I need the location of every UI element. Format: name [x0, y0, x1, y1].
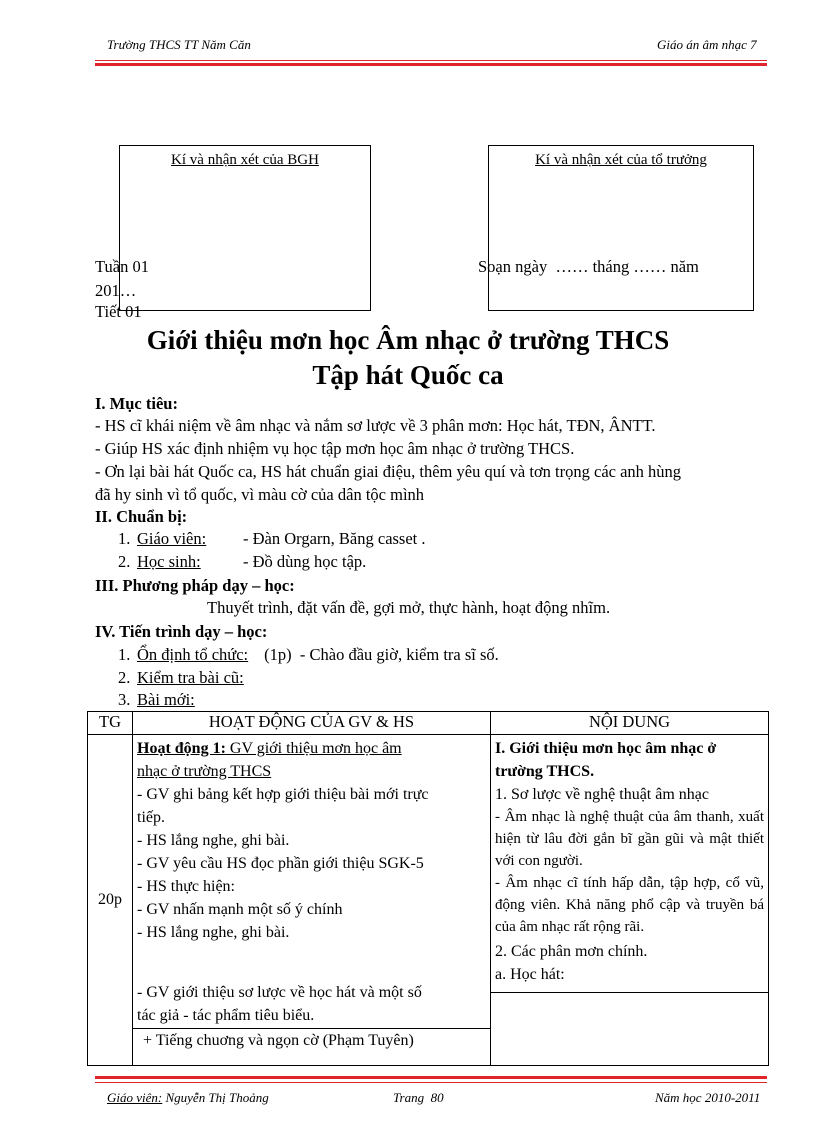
prep-item-value: - Đồ dùng học tập.: [243, 552, 367, 571]
objective-item: đã hy sinh vì tổ quốc, vì màu cờ của dân tộc mình: [95, 485, 425, 504]
process-step-detail: (1p) - Chào đầu giờ, kiểm tra sĩ số.: [260, 645, 499, 664]
process-step-label: Ổn định tổ chức:: [137, 645, 249, 664]
content-paragraph: - Âm nhạc cĩ tính hấp dẫn, tập hợp, cổ vũ, động viên. Khả năng phổ cập và truyền bá của âm nhạc rất rộng rãi.: [495, 875, 764, 935]
header-rule-thick: [95, 63, 767, 66]
process-step-num: 3.: [118, 690, 131, 709]
process-step-num: 1.: [118, 645, 131, 664]
table-header-row: [88, 712, 769, 735]
activity-line: - HS lắng nghe, ghi bài.: [137, 832, 290, 849]
activity-line: - GV yêu cầu HS đọc phần giới thiệu SGK-5: [137, 855, 424, 872]
prep-date: Soạn ngày …… tháng …… năm: [478, 257, 699, 276]
objective-item: - HS cĩ khái niệm về âm nhạc và nắm sơ lược về 3 phân mơn: Học hát, TĐN, ÂNTT.: [95, 416, 656, 435]
header-tg: TG: [88, 712, 133, 735]
objectives-heading: I. Mục tiêu:: [95, 394, 178, 413]
content-heading: 2. Các phân mơn chính.: [495, 943, 648, 960]
table-row: [88, 735, 769, 1066]
objective-item: - Giúp HS xác định nhiệm vụ học tập mơn học âm nhạc ở trường THCS.: [95, 439, 575, 458]
content-subheading: a. Học hát:: [491, 963, 768, 993]
lesson-subtitle: Tập hát Quốc ca: [312, 360, 504, 390]
period-label: Tiết 01: [95, 302, 142, 321]
content-cell: [491, 735, 769, 1066]
activity-line: - GV ghi bảng kết hợp giới thiệu bài mới trực: [137, 786, 429, 803]
footer-teacher-label: Giáo viên:: [107, 1090, 163, 1105]
head-signature-box: [488, 145, 754, 311]
activity-cell: [133, 735, 491, 1066]
footer-page: Trang 80: [393, 1090, 444, 1105]
objective-item: - Ơn lại bài hát Quốc ca, HS hát chuẩn giai điệu, thêm yêu quí và tơn trọng các anh hùng: [95, 462, 682, 481]
activity-title-label: Hoạt động 1:: [137, 740, 226, 757]
footer-teacher-name: Nguyễn Thị Thoảng: [162, 1090, 269, 1105]
method-text: Thuyết trình, đặt vấn đề, gợi mở, thực hành, hoạt động nhĩm.: [207, 598, 611, 617]
footer-school-year: Năm học 2010-2011: [655, 1090, 761, 1105]
footer-rule-thin: [95, 1082, 767, 1083]
process-step-num: 2.: [118, 668, 131, 687]
lesson-title: Giới thiệu mơn học Âm nhạc ở trường THCS: [146, 325, 670, 355]
preparation-heading: II. Chuẩn bị:: [95, 507, 188, 526]
year-label: 201…: [95, 281, 137, 300]
activity-sub: + Tiếng chuơng và ngọn cờ (Phạm Tuyên): [133, 1028, 490, 1052]
header-rule-thin: [95, 60, 767, 61]
prep-item-label: Giáo viên:: [137, 529, 207, 548]
activity-line: tác giả - tác phẩm tiêu biểu.: [137, 1007, 315, 1024]
process-heading: IV. Tiến trình dạy – học:: [95, 622, 268, 641]
header-school: Trường THCS TT Năm Căn: [107, 37, 251, 52]
activity-line: - GV giới thiệu sơ lược về học hát và một số: [137, 984, 422, 1001]
time-value: 20p: [98, 891, 122, 908]
header-content: NỘI DUNG: [491, 712, 769, 735]
activity-line: - HS thực hiện:: [137, 878, 235, 895]
lesson-table: [87, 711, 769, 1066]
prep-item-value: - Đàn Orgarn, Băng casset .: [243, 529, 426, 548]
head-box-title: Kí và nhận xét của tổ trưởng: [535, 152, 707, 168]
footer-teacher: [107, 1090, 269, 1106]
activity-line: - HS lắng nghe, ghi bài.: [137, 924, 290, 941]
method-heading: III. Phương pháp dạy – học:: [95, 576, 295, 595]
prep-item-label: Học sinh:: [137, 552, 201, 571]
header-activity: HOẠT ĐỘNG CỦA GV & HS: [133, 712, 491, 735]
content-heading: 1. Sơ lược về nghệ thuật âm nhạc: [495, 786, 709, 803]
content-title: I. Giới thiệu mơn học âm nhạc ở trường THCS.: [495, 740, 717, 780]
activity-line: tiếp.: [137, 809, 165, 826]
activity-title-text: GV giới thiệu mơn học âm: [225, 740, 402, 757]
bgh-box-title: Kí và nhận xét của BGH: [171, 152, 319, 168]
time-cell: [88, 735, 133, 1066]
week-label: Tuần 01: [95, 257, 149, 276]
prep-item-num: 2.: [118, 552, 131, 571]
prep-item-num: 1.: [118, 529, 131, 548]
bgh-signature-box: [119, 145, 371, 311]
process-step-label: Bài mới:: [137, 690, 195, 709]
content-paragraph: - Âm nhạc là nghệ thuật của âm thanh, xuất hiện từ lâu đời gắn bĩ gần gũi và mật thiết với con người.: [495, 809, 764, 869]
activity-line: - GV nhấn mạnh một số ý chính: [137, 901, 343, 918]
activity-title-line2: nhạc ở trường THCS: [137, 763, 272, 780]
footer-rule-thick: [95, 1076, 767, 1079]
process-step-label: Kiểm tra bài cũ:: [137, 668, 244, 687]
header-subject: Giáo án âm nhạc 7: [657, 37, 757, 52]
